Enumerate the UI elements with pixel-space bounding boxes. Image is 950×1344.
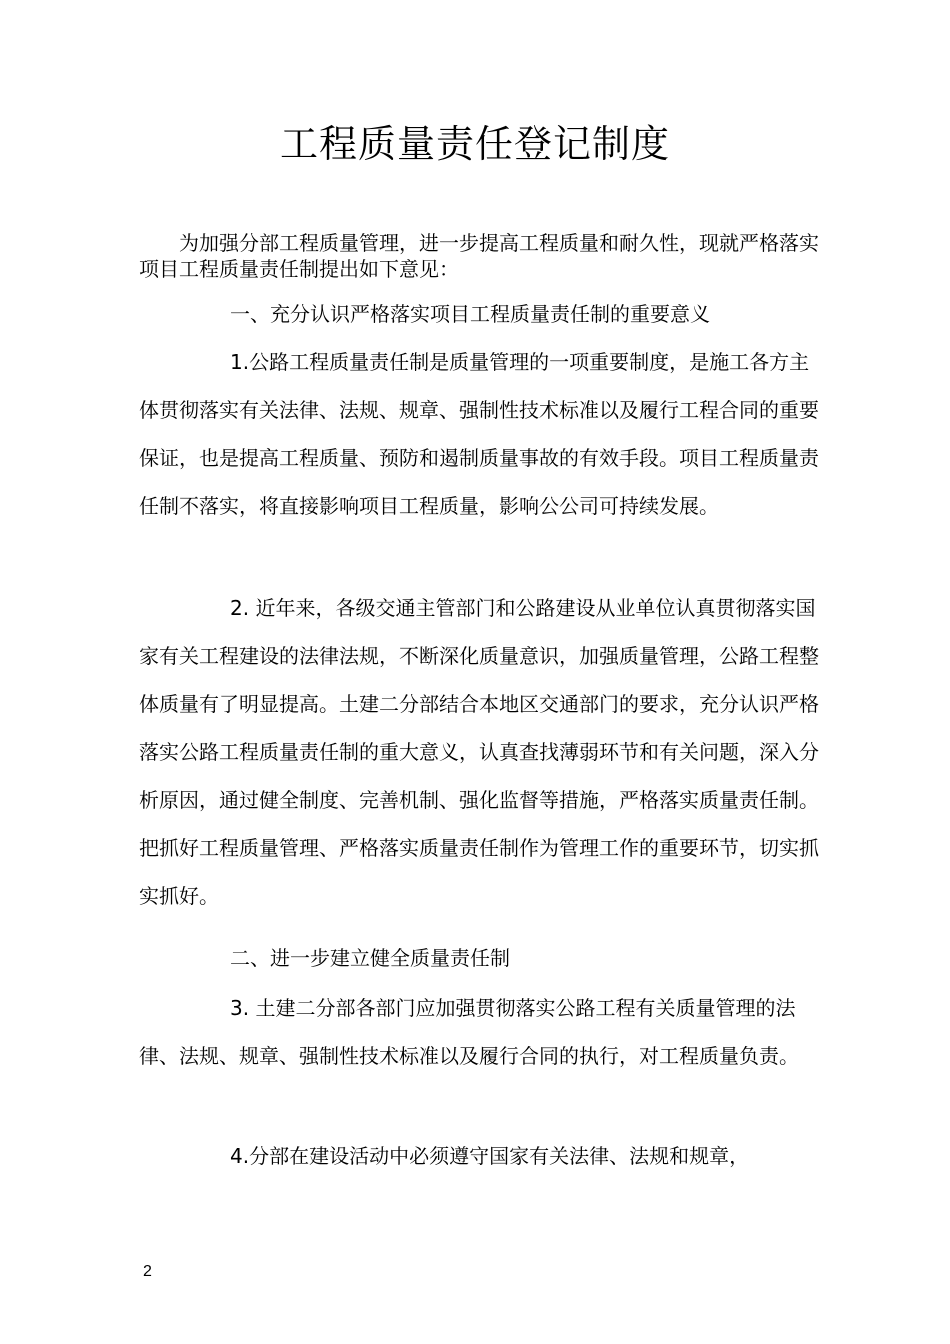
document-title: 工程质量责任登记制度 [279,122,670,166]
paragraph-4: 4.分部在建设活动中必须遵守国家有关法律、法规和规章， [230,1144,750,1168]
section-heading-2: 二、进一步建立健全质量责任制 [230,946,510,970]
paragraph-1: 1.公路工程质量责任制是质量管理的一项重要制度，是施工各方主体贯彻落实有关法律、法规、规章、强制性技术标准以及履行工程合同的重要保证，也是提高工程质量、预防和遏制质量事故的有效手段。项目工程质量责任制不落实，将直接影响项目工程质量，影响公公司可持续发展。 [139,350,819,518]
section-heading-1: 一、充分认识严格落实项目工程质量责任制的重要意义 [230,302,710,326]
paragraph-3: 3. 土建二分部各部门应加强贯彻落实公路工程有关质量管理的法律、法规、规章、强制性技术标准以及履行合同的执行，对工程质量负责。 [139,996,799,1068]
page-number: 2 [143,1263,152,1280]
paragraph-2: 2. 近年来，各级交通主管部门和公路建设从业单位认真贯彻落实国家有关工程建设的法律法规，不断深化质量意识，加强质量管理，公路工程整体质量有了明显提高。土建二分部结合本地区交通部门的要求，充分认识严格落实公路工程质量责任制的重大意义，认真查找薄弱环节和有关问题，深入分析原因，通过健全制度、完善机制、强化监督等措施，严格落实质量责任制。把抓好工程质量管理、严格落实质量责任制作为管理工作的重要环节，切实抓实抓好。 [139,596,819,908]
intro-paragraph: 为加强分部工程质量管理，进一步提高工程质量和耐久性，现就严格落实项目工程质量责任制提出如下意见： [139,231,819,281]
